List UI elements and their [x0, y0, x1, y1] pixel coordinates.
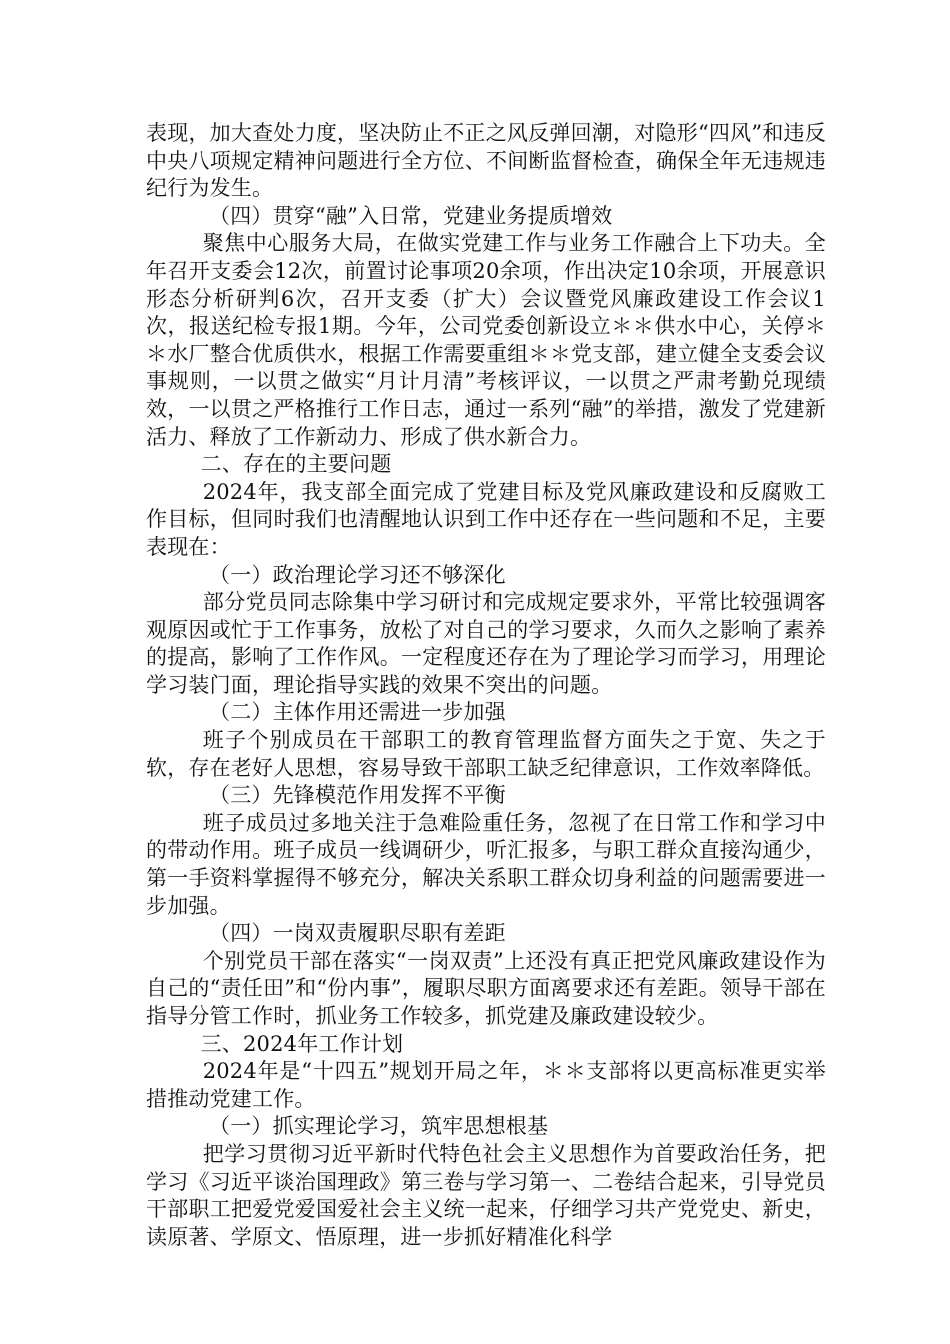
paragraph-continuation: 表现，加大查处力度，坚决防止不正之风反弹回潮，对隐形“四风”和违反中央八项规定精神问题进行全方位、不间断监督检查，确保全年无违规违纪行为发生。: [146, 121, 826, 201]
paragraph-integration: 聚焦中心服务大局，在做实党建工作与业务工作融合上下功夫。全年召开支委会12次，前置讨论事项20余项，作出决定10余项，开展意识形态分析研判6次，召开支委（扩大）会议暨党风廉政建设工作会议1次，报送纪检专报1期。今年，公司党委创新设立＊＊供水中心，关停＊＊水厂整合优质供水，根据工作需要重组＊＊党支部，建立健全支委会议事规则，一以贯之做实“月计月清”考核评议，一以贯之严肃考勤兑现绩效，一以贯之严格推行工作日志，通过一系列“融”的举措，激发了党建新活力、释放了工作新动力、形成了供水新合力。: [146, 231, 826, 449]
subsection-heading-4-integration: （四）贯穿“融”入日常，党建业务提质增效: [209, 203, 613, 228]
paragraph-responsibility: 班子个别成员在干部职工的教育管理监督方面失之于宽、失之于软，存在老好人思想，容易导致干部职工缺乏纪律意识，工作效率降低。: [146, 728, 826, 780]
subsection-heading-4-dual-duty: （四）一岗双责履职尽职有差距: [209, 921, 506, 946]
section-heading-plan: 三、2024年工作计划: [200, 1031, 404, 1056]
paragraph-dual-duty: 个别党员干部在落实“一岗双责”上还没有真正把党风廉政建设作为自己的“责任田”和“份内事”，履职尽职方面离要求还有差距。领导干部在指导分管工作时，抓业务工作较多，抓党建及廉政建设较少。: [146, 948, 826, 1028]
paragraph-theory: 部分党员同志除集中学习研讨和完成规定要求外，平常比较强调客观原因或忙于工作事务，放松了对自己的学习要求，久而久之影响了素养的提高，影响了工作作风。一定程度还存在为了理论学习而学习，用理论学习装门面，理论指导实践的效果不突出的问题。: [146, 590, 826, 697]
section-heading-problems: 二、存在的主要问题: [200, 452, 392, 477]
subsection-heading-1-theory: （一）政治理论学习还不够深化: [209, 562, 506, 587]
subsection-heading-1-study: （一）抓实理论学习，筑牢思想根基: [209, 1114, 549, 1139]
subsection-heading-3-vanguard: （三）先锋模范作用发挥不平衡: [209, 783, 506, 808]
document-body: [146, 120, 826, 1251]
paragraph-plan-intro: 2024年是“十四五”规划开局之年，＊＊支部将以更高标准更实举措推动党建工作。: [146, 1059, 826, 1111]
paragraph-study: 把学习贯彻习近平新时代特色社会主义思想作为首要政治任务，把学习《习近平谈治国理政》第三卷与学习第一、二卷结合起来，引导党员干部职工把爱党爱国爱社会主义统一起来，仔细学习共产党党史、新史，读原著、学原文、悟原理，进一步抓好精准化科学: [146, 1141, 826, 1249]
paragraph-problems-intro: 2024年，我支部全面完成了党建目标及党风廉政建设和反腐败工作目标，但同时我们也清醒地认识到工作中还存在一些问题和不足，主要表现在：: [146, 479, 826, 559]
subsection-heading-2-responsibility: （二）主体作用还需进一步加强: [209, 700, 506, 725]
paragraph-vanguard: 班子成员过多地关注于急难险重任务，忽视了在日常工作和学习中的带动作用。班子成员一线调研少，听汇报多，与职工群众直接沟通少，第一手资料掌握得不够充分，解决关系职工群众切身利益的问题需要进一步加强。: [146, 810, 826, 918]
